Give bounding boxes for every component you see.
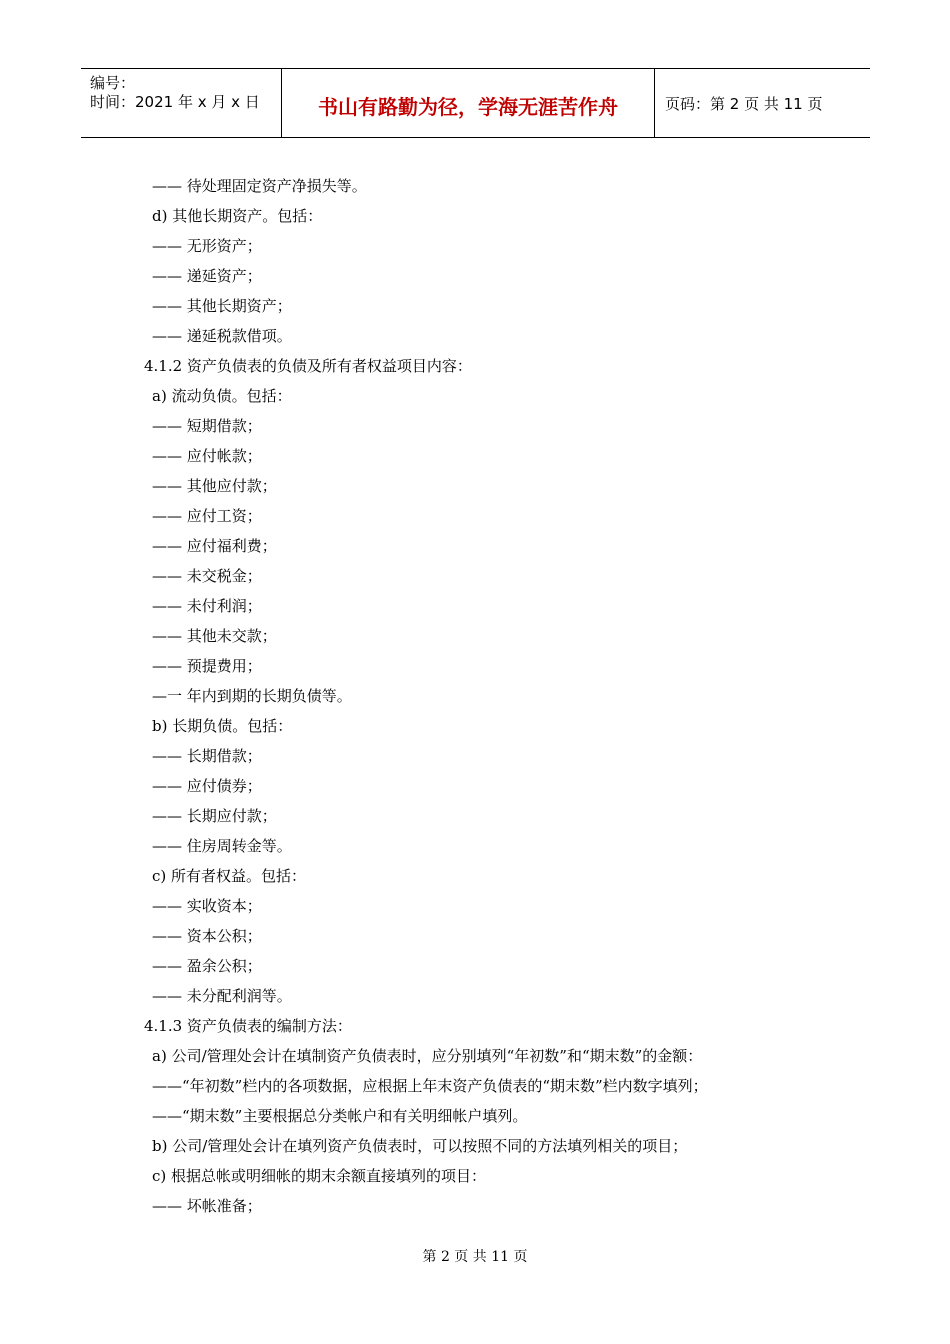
text-line: —— 资本公积； [152,927,262,945]
text-line: —— 其他应付款； [152,477,277,495]
text-line: —— 待处理固定资产净损失等。 [152,177,367,195]
text-line: ——“期末数”主要根据总分类帐户和有关明细帐户填列。 [152,1107,528,1125]
text-line: a) 公司/管理处会计在填制资产负债表时，应分别填列“年初数”和“期末数”的金额： [152,1047,703,1065]
text-line: —— 应付帐款； [152,447,262,465]
header-motto: 书山有路勤为径，学海无涯苦作舟 [318,95,618,119]
header-page-info: 页码：第 2 页 共 11 页 [665,95,823,113]
text-line: ——“年初数”栏内的各项数据，应根据上年末资产负债表的“期末数”栏内数字填列； [152,1077,708,1095]
text-line: —— 其他长期资产； [152,297,292,315]
header-right-cell [655,69,870,137]
header-left-cell [81,69,282,137]
text-line: —— 预提费用； [152,657,262,675]
header-middle-cell [282,69,655,137]
document-date-label: 时间：2021 年 x 月 x 日 [90,93,260,111]
text-line: —— 应付工资； [152,507,262,525]
text-line: —— 未分配利润等。 [152,987,292,1005]
text-line: —— 长期应付款； [152,807,277,825]
document-header [81,68,870,138]
text-line: —— 短期借款； [152,417,262,435]
text-line: c) 根据总帐或明细帐的期末余额直接填列的项目： [152,1167,487,1185]
text-line: —— 未交税金； [152,567,262,585]
text-line: —— 应付福利费； [152,537,277,555]
text-line: —一 年内到期的长期负债等。 [152,687,352,705]
text-line: —— 盈余公积； [152,957,262,975]
text-line: b) 长期负债。包括： [152,717,293,735]
text-line: d) 其他长期资产。包括： [152,207,323,225]
text-line: —— 其他未交款； [152,627,277,645]
text-line: —— 坏帐准备； [152,1197,262,1215]
text-line: —— 递延资产； [152,267,262,285]
text-line: a) 流动负债。包括： [152,387,292,405]
text-line: —— 实收资本； [152,897,262,915]
document-number-label: 编号： [90,74,136,92]
page-footer: 第 2 页 共 11 页 [422,1249,528,1265]
text-line: c) 所有者权益。包括： [152,867,307,885]
text-line: —— 递延税款借项。 [152,327,292,345]
section-heading: 4.1.3 资产负债表的编制方法： [144,1017,352,1035]
text-line: b) 公司/管理处会计在填列资产负债表时，可以按照不同的方法填列相关的项目； [152,1137,688,1155]
text-line: —— 未付利润； [152,597,262,615]
section-heading: 4.1.2 资产负债表的负债及所有者权益项目内容： [144,357,472,375]
text-line: —— 无形资产； [152,237,262,255]
text-line: —— 长期借款； [152,747,262,765]
text-line: —— 住房周转金等。 [152,837,292,855]
text-line: —— 应付债券； [152,777,262,795]
